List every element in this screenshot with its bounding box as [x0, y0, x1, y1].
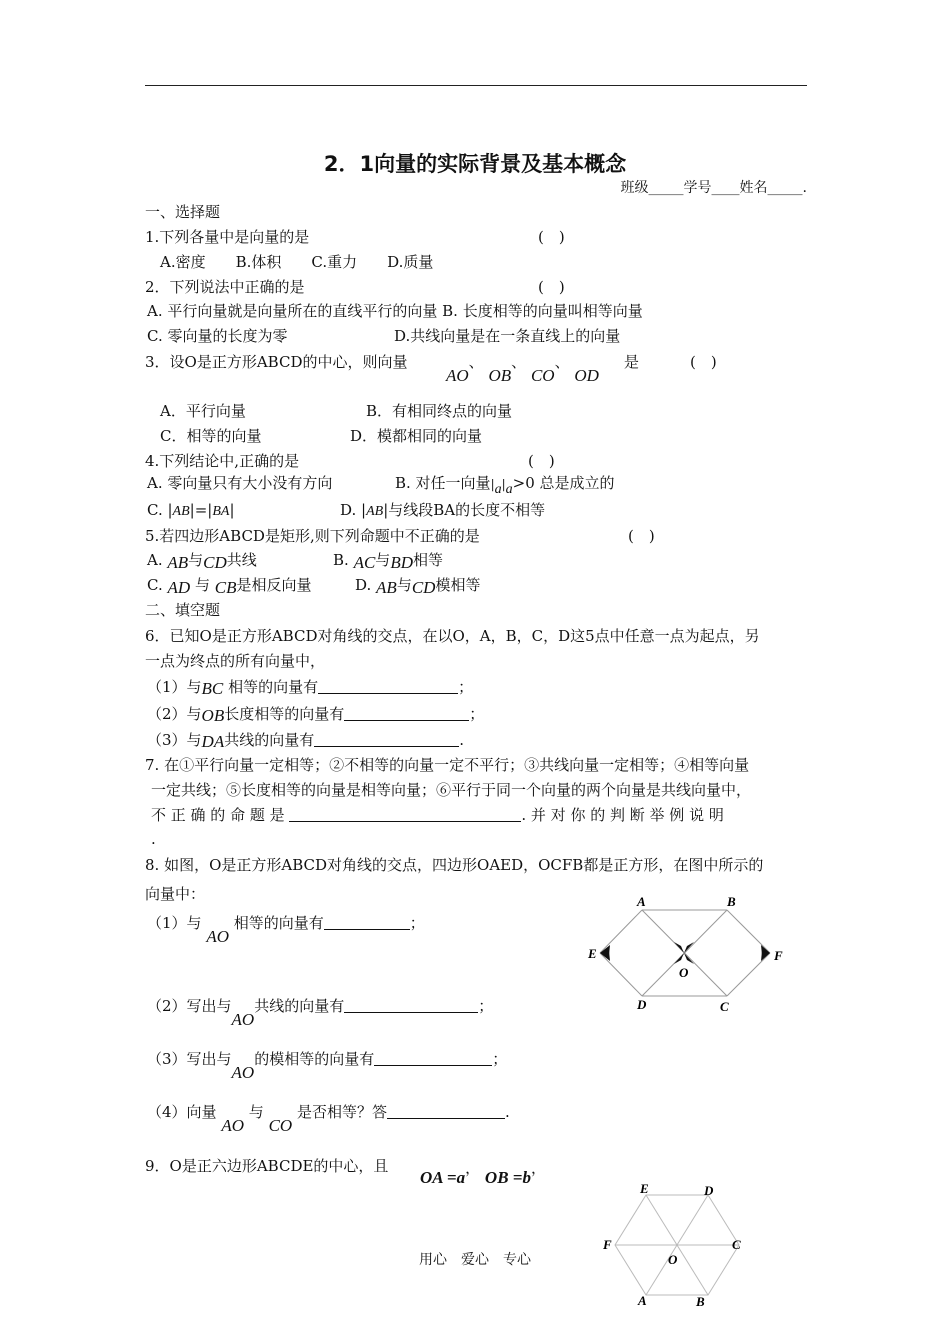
- page-footer: 用心 爱心 专心: [419, 1252, 531, 1268]
- section-heading-fill: 二、填空题: [145, 601, 221, 619]
- q9-tail: ，: [530, 1159, 546, 1177]
- q9-label-o: O: [668, 1252, 678, 1267]
- q3-option-b: B．有相同终点的向量: [366, 402, 513, 420]
- q4-d-pre: D. |: [340, 501, 367, 519]
- q8-line1: 8. 如图，O是正方形ABCD对角线的交点，四边形OAED，OCFB都是正方形，在图中所示的: [145, 856, 764, 874]
- q3-vector-ao: AO: [446, 366, 469, 385]
- q5-d-vector-2: CD: [411, 578, 436, 597]
- q8-label-e: E: [588, 946, 597, 961]
- q8-p4-vector-ao: AO: [221, 1116, 244, 1135]
- q5-a-post: 共线: [226, 551, 257, 569]
- section-heading-choice: 一、选择题: [145, 203, 221, 221]
- q6-part3: [147, 730, 464, 750]
- q9-label-a: A: [638, 1293, 647, 1308]
- q3-option-d: D．模都相同的向量: [350, 427, 483, 445]
- q6-vector-bc: BC: [201, 679, 224, 698]
- q4-option-c: [147, 500, 235, 522]
- q6-part1: [147, 677, 473, 697]
- q6-p2-post: 长度相等的向量有: [224, 705, 345, 723]
- q6-p3-post: 共线的向量有: [224, 731, 315, 749]
- q8-edge-bf: [727, 910, 770, 953]
- q5-d-pre: D.: [355, 576, 377, 594]
- header-rule: [145, 85, 807, 86]
- q5-option-c: [147, 575, 311, 595]
- q8-p4-post: 是否相等？答: [296, 1103, 387, 1121]
- q3-option-c: C．相等的向量: [160, 427, 262, 445]
- q4-option-b-text: B. 对任一向量: [395, 474, 491, 492]
- q8-line2: 向量中：: [145, 885, 206, 903]
- q7-blank[interactable]: [289, 806, 521, 822]
- q8-p4-end: .: [505, 1103, 510, 1121]
- q8-p2-end: ；: [478, 997, 494, 1015]
- q4-c-vector-ba: BA: [212, 504, 230, 519]
- q6-p2-blank[interactable]: [344, 705, 469, 721]
- q7-line3: [151, 805, 724, 825]
- q3-sep: 、: [554, 353, 570, 371]
- q5-option-b: [333, 550, 443, 570]
- q5-c-vector-1: AD: [167, 578, 191, 597]
- q6-line2: 一点为终点的所有向量中，: [145, 652, 326, 670]
- q5-d-mid: 与: [396, 576, 412, 594]
- q8-p3-vector-ao: AO: [231, 1063, 255, 1082]
- q9-label-f: F: [603, 1237, 612, 1252]
- q8-p1-pre: （1）与: [147, 914, 202, 932]
- q3-vector-od: OD: [574, 366, 599, 385]
- q2-stem: 2．下列说法中正确的是: [145, 278, 305, 296]
- q8-p4-vector-co: CO: [268, 1116, 293, 1135]
- q8-part3: [147, 1049, 508, 1082]
- q8-p2-post: 共线的向量有: [254, 997, 345, 1015]
- q2-option-d: D.共线向量是在一条直线上的向量: [394, 327, 621, 345]
- q8-p3-pre: （3）写出与: [147, 1050, 232, 1068]
- q8-label-b: B: [727, 894, 736, 909]
- q8-p2-pre: （2）写出与: [147, 997, 232, 1015]
- q5-a-vector-2: CD: [203, 553, 227, 572]
- q7-line2: 一定共线；⑤长度相等的向量是相等向量；⑥平行于同一个向量的两个向量是共线向量中，: [151, 781, 752, 799]
- q8-part1: [147, 913, 425, 946]
- q4-option-a: A. 零向量只有大小没有方向: [147, 474, 333, 492]
- q8-part4: [147, 1102, 510, 1135]
- q6-p1-post: 相等的向量有: [228, 678, 319, 696]
- q3-vector-list: [446, 353, 599, 386]
- q5-b-vector-1: AC: [353, 553, 376, 572]
- q5-stem: 5.若四边形ABCD是矩形,则下列命题中不正确的是: [145, 527, 480, 545]
- q5-b-post: 相等: [412, 551, 443, 569]
- q9-comma: ，: [465, 1159, 481, 1177]
- q4-c-mid: |=|: [189, 501, 213, 519]
- q3-sep: 、: [511, 353, 527, 371]
- q4-c-vector-ab: AB: [172, 504, 190, 519]
- q6-line1: 6．已知O是正方形ABCD对角线的交点，在以O，A，B，C，D这5点中任意一点为起点，另: [145, 627, 760, 645]
- q8-p3-blank[interactable]: [374, 1050, 492, 1066]
- q2-answer-paren: ( ): [538, 278, 565, 296]
- q3-option-a: A．平行向量: [160, 402, 246, 420]
- q9-label-b: B: [696, 1294, 705, 1309]
- q3-vector-co: CO: [530, 366, 555, 385]
- q8-edge-fc: [727, 953, 770, 996]
- q6-p2-end: ；: [469, 705, 485, 723]
- q6-p1-blank[interactable]: [318, 678, 458, 694]
- q6-p1-end: ；: [458, 678, 474, 696]
- q8-p4-pre: （4）向量: [147, 1103, 217, 1121]
- q9-eq-ob: OB =b: [484, 1168, 531, 1187]
- q6-vector-ob: OB: [201, 706, 225, 725]
- q4-answer-paren: ( ): [528, 452, 555, 470]
- q5-a-pre: A.: [147, 551, 168, 569]
- q8-p1-end: ；: [409, 914, 425, 932]
- q6-part2: [147, 704, 484, 724]
- q5-c-pre: C.: [147, 576, 168, 594]
- q8-p1-post: 相等的向量有: [233, 914, 324, 932]
- q5-answer-paren: ( ): [628, 527, 655, 545]
- class-info-line: 班级_____学号____姓名_____.: [620, 180, 807, 196]
- q6-p3-pre: （3）与: [147, 731, 202, 749]
- q5-c-post: 是相反向量: [236, 576, 312, 594]
- q3-sep: 、: [468, 353, 484, 371]
- q5-b-vector-2: BD: [390, 553, 413, 572]
- q7-line3-pre: 不 正 确 的 命 题 是: [151, 806, 285, 824]
- q8-part2: [147, 996, 494, 1029]
- q8-p3-end: ；: [492, 1050, 508, 1068]
- q3-vector-ob: OB: [488, 366, 512, 385]
- q9-label-d: D: [704, 1183, 714, 1198]
- q3-tail: 是: [624, 353, 640, 371]
- q4-option-b-tail: >0 总是成立的: [512, 474, 615, 492]
- q9-label-c: C: [732, 1237, 741, 1252]
- q5-b-mid: 与: [375, 551, 391, 569]
- q8-edge-ae: [600, 910, 642, 953]
- q7-line3-post: . 并 对 你 的 判 断 举 例 说 明: [521, 806, 724, 824]
- q6-p2-pre: （2）与: [147, 705, 202, 723]
- q4-c-pre: C. |: [147, 501, 173, 519]
- q5-d-post: 模相等: [435, 576, 481, 594]
- q1-options: A.密度 B.体积 C.重力 D.质量: [160, 253, 434, 271]
- q8-p4-blank[interactable]: [387, 1103, 505, 1119]
- q8-label-a: A: [637, 894, 646, 909]
- q8-arrowhead-o2: [684, 942, 694, 953]
- q6-p3-end: .: [459, 731, 465, 749]
- q5-option-a: [147, 550, 257, 570]
- q4-vector-a: a: [494, 482, 502, 497]
- q2-option-c: C. 零向量的长度为零: [147, 327, 288, 345]
- q4-d-vector-ab: AB: [366, 504, 384, 519]
- q2-options-line1: A. 平行向量就是向量所在的直线平行的向量 B. 长度相等的向量叫相等向量: [147, 302, 643, 320]
- q4-vector-a: a: [505, 482, 513, 497]
- q1-answer-paren: ( ): [538, 228, 565, 246]
- q9-stem: 9．O是正六边形ABCDE的中心，且: [145, 1157, 389, 1175]
- q5-b-pre: B.: [333, 551, 354, 569]
- q4-stem: 4.下列结论中,正确的是: [145, 452, 300, 470]
- q8-p1-blank[interactable]: [324, 914, 410, 930]
- q5-option-d: [355, 575, 480, 595]
- q5-c-mid: 与: [194, 576, 210, 594]
- q8-label-d: D: [637, 997, 647, 1012]
- q6-p1-pre: （1）与: [147, 678, 202, 696]
- q5-c-vector-2: CB: [214, 578, 237, 597]
- q4-d-post: |与线段BA的长度不相等: [383, 501, 546, 519]
- q1-stem: 1.下列各量中是向量的是: [145, 228, 310, 246]
- q9-equations: [420, 1159, 546, 1188]
- q7-line4: .: [151, 830, 156, 848]
- q8-p3-post: 的模相等的向量有: [254, 1050, 375, 1068]
- q8-p2-blank[interactable]: [344, 997, 478, 1013]
- q6-p3-blank[interactable]: [314, 731, 459, 747]
- q8-arrowhead-o4: [684, 953, 694, 964]
- q9-label-e: E: [640, 1181, 649, 1196]
- q3-stem: 3．设O是正方形ABCD的中心，则向量: [145, 353, 408, 371]
- q4-option-b: B. 对任一向量|a|a>0 总是成立的: [395, 474, 615, 497]
- q9-hexagon-figure: [598, 1178, 758, 1312]
- q8-edge-ed: [600, 953, 642, 996]
- q4-c-post: |: [229, 501, 235, 519]
- q8-p1-vector-ao: AO: [206, 927, 229, 946]
- q7-line1: 7. 在①平行向量一定相等；②不相等的向量一定不平行；③共线向量一定相等；④相等向量: [145, 756, 750, 774]
- q5-a-vector-1: AB: [167, 553, 189, 572]
- q8-p2-vector-ao: AO: [231, 1010, 255, 1029]
- q5-d-vector-1: AB: [376, 578, 397, 597]
- q8-p4-mid: 与: [248, 1103, 264, 1121]
- q4-option-d: [340, 500, 545, 522]
- q5-a-mid: 与: [188, 551, 204, 569]
- q6-vector-da: DA: [201, 732, 225, 751]
- page-title: 2．1向量的实际背景及基本概念: [323, 152, 627, 176]
- q8-label-f: F: [774, 948, 783, 963]
- q9-eq-oa: OA =a: [420, 1168, 466, 1187]
- q8-figure: [585, 893, 795, 1015]
- q3-answer-paren: ( ): [690, 353, 717, 371]
- q8-label-o: O: [679, 965, 689, 980]
- q8-label-c: C: [720, 999, 729, 1014]
